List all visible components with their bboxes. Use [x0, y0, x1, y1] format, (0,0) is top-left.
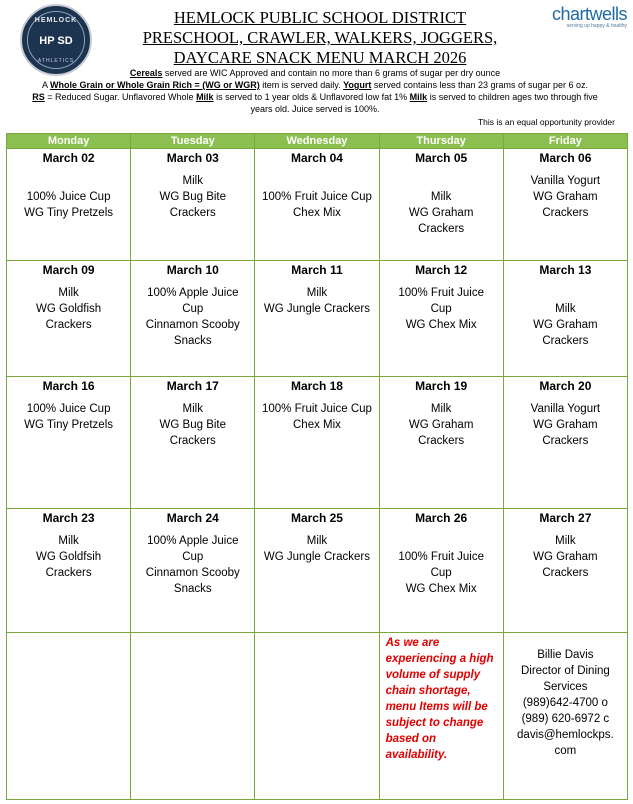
day-date: March 10 — [166, 263, 219, 277]
snack-menu-table — [6, 133, 628, 800]
day-date: March 11 — [291, 263, 343, 277]
footer-row — [7, 633, 628, 800]
day-header-thursday: Thursday — [379, 134, 503, 149]
empty-cell — [7, 633, 131, 800]
menu-item: 100% Fruit Juice Cup — [261, 191, 372, 203]
contact-line: Billie Davis — [537, 649, 594, 661]
menu-item: WG Goldfsih — [36, 551, 102, 563]
page-title — [110, 8, 530, 68]
note-text: served are WIC Approved and contain no more than 6 grams of sugar per dry ounce — [162, 68, 501, 78]
day-date: March 12 — [415, 263, 468, 277]
supply-chain-notice: As we are experiencing a high volume of supply chain shortage, menu Items will be subject to change based on availability. — [379, 633, 503, 800]
menu-item: Milk — [182, 175, 203, 187]
menu-notes — [20, 67, 610, 115]
brand-name: chartwells — [551, 4, 627, 24]
menu-item: Cup — [430, 303, 452, 315]
day-cell — [255, 149, 379, 261]
menu-item: Milk — [58, 287, 79, 299]
contact-line: Director of Dining — [520, 665, 610, 677]
day-cell — [7, 377, 131, 509]
day-date: March 16 — [42, 379, 95, 393]
note-key: Milk — [409, 92, 428, 102]
day-header-wednesday: Wednesday — [255, 134, 379, 149]
day-cell — [503, 149, 627, 261]
menu-item: Chex Mix — [293, 207, 341, 219]
menu-item: Milk — [555, 303, 576, 315]
menu-item: WG Bug Bite — [159, 419, 227, 431]
day-date: March 26 — [415, 511, 468, 525]
menu-item: WG Graham — [533, 419, 598, 431]
logo-initials: HP SD — [39, 35, 73, 47]
menu-item: 100% Fruit Juice Cup — [261, 403, 372, 415]
menu-item: Milk — [430, 191, 452, 203]
menu-item: Crackers — [542, 435, 589, 447]
note-key: Whole Grain or Whole Grain Rich = (WG or WGR) — [49, 80, 260, 90]
menu-item: WG Graham — [533, 319, 598, 331]
menu-item: WG Goldfish — [36, 303, 102, 315]
menu-item: Milk — [555, 535, 576, 547]
note-milk — [20, 91, 610, 115]
day-date: March 02 — [42, 151, 95, 165]
brand-tagline: serving up happy & healthy — [566, 23, 627, 29]
menu-item — [9, 173, 128, 189]
menu-item: 100% Fruit Juice — [398, 551, 484, 563]
day-date: March 05 — [415, 151, 468, 165]
day-cell — [255, 261, 379, 377]
empty-cell — [131, 633, 255, 800]
day-date: March 04 — [290, 151, 343, 165]
note-text: served contains less than 23 grams of sugar per 6 oz. — [371, 80, 589, 90]
contact-phone-office: (989)642-4700 o — [522, 697, 608, 709]
day-date: March 24 — [166, 511, 219, 525]
note-key: Milk — [196, 92, 214, 102]
day-cell — [503, 509, 627, 633]
contact-info — [503, 633, 627, 800]
menu-item — [382, 173, 501, 189]
menu-item: WG Chex Mix — [405, 319, 477, 331]
note-text: = Reduced Sugar. Unflavored Whole — [44, 92, 197, 102]
day-date: March 23 — [42, 511, 95, 525]
menu-item: Crackers — [169, 435, 216, 447]
day-date: March 17 — [166, 379, 219, 393]
menu-item: Milk — [306, 535, 328, 547]
menu-item: Milk — [58, 535, 79, 547]
day-cell — [503, 377, 627, 509]
day-date: March 03 — [166, 151, 219, 165]
day-header-tuesday: Tuesday — [131, 134, 255, 149]
menu-item: Crackers — [542, 567, 589, 579]
day-cell — [131, 149, 255, 261]
menu-item: Crackers — [542, 207, 589, 219]
menu-item: WG Tiny Pretzels — [24, 419, 113, 431]
day-date: March 25 — [290, 511, 343, 525]
day-date: March 13 — [539, 263, 592, 277]
note-text: A — [41, 80, 50, 90]
day-date: March 27 — [539, 511, 592, 525]
day-cell — [7, 149, 131, 261]
menu-item: Crackers — [45, 319, 92, 331]
day-cell — [7, 261, 131, 377]
menu-item: WG Graham — [533, 191, 598, 203]
title-line-1: HEMLOCK PUBLIC SCHOOL DISTRICT — [173, 8, 467, 27]
menu-item: Snacks — [173, 583, 212, 595]
menu-item: WG Jungle Crackers — [263, 303, 371, 315]
menu-item: WG Chex Mix — [405, 583, 477, 595]
menu-item: Crackers — [169, 207, 216, 219]
menu-item — [382, 533, 501, 549]
note-text: is served to children ages two through five years old. Juice served is 100%. — [250, 92, 598, 114]
menu-item: 100% Juice Cup — [26, 403, 111, 415]
note-key: RS — [32, 92, 45, 102]
day-cell — [255, 509, 379, 633]
menu-item: WG Jungle Crackers — [263, 551, 371, 563]
menu-item: Milk — [182, 403, 203, 415]
menu-item: 100% Apple Juice — [147, 287, 239, 299]
contact-email-cont: com — [554, 745, 577, 757]
menu-item: Vanilla Yogurt — [530, 175, 601, 187]
district-logo — [20, 4, 92, 76]
menu-item: WG Graham — [533, 551, 598, 563]
menu-item: Crackers — [418, 435, 465, 447]
menu-item: WG Bug Bite — [159, 191, 227, 203]
week-row — [7, 261, 628, 377]
day-cell — [131, 509, 255, 633]
day-cell — [503, 261, 627, 377]
menu-item: Crackers — [542, 335, 589, 347]
menu-item: Milk — [430, 403, 452, 415]
day-header-friday: Friday — [503, 134, 627, 149]
title-line-2: PRESCHOOL, CRAWLER, WALKERS, JOGGERS, — [142, 28, 498, 47]
contact-line: Services — [543, 681, 588, 693]
note-text: is served to 1 year olds & Unflavored low fat 1% — [213, 92, 410, 102]
menu-item: Crackers — [45, 567, 92, 579]
empty-cell — [255, 633, 379, 800]
day-date: March 06 — [539, 151, 592, 165]
logo-bottom-text: ATHLETICS — [37, 58, 75, 64]
menu-item: 100% Apple Juice — [147, 535, 239, 547]
contact-email: davis@hemlockps. — [517, 729, 614, 741]
day-cell — [379, 509, 503, 633]
day-cell — [379, 149, 503, 261]
note-text: item is served daily. — [259, 80, 344, 90]
menu-item: Crackers — [418, 223, 465, 235]
menu-item: Chex Mix — [293, 419, 341, 431]
note-key: Cereals — [129, 68, 163, 78]
week-row — [7, 509, 628, 633]
menu-item: Cinnamon Scooby — [145, 319, 240, 331]
menu-item — [506, 285, 625, 301]
menu-item — [257, 173, 376, 189]
menu-item: WG Graham — [408, 419, 474, 431]
day-cell — [379, 261, 503, 377]
equal-opportunity-note: This is an equal opportunity provider — [477, 117, 615, 127]
menu-item: Cup — [430, 567, 452, 579]
title-line-3: DAYCARE SNACK MENU MARCH 2026 — [173, 48, 467, 67]
menu-item: Cinnamon Scooby — [145, 567, 240, 579]
day-date: March 09 — [42, 263, 95, 277]
contact-phone-cell: (989) 620-6972 c — [521, 713, 610, 725]
chartwells-logo — [547, 4, 627, 29]
menu-item: WG Graham — [408, 207, 474, 219]
menu-item: Cup — [182, 551, 204, 563]
menu-item: Snacks — [173, 335, 212, 347]
note-cereals — [20, 67, 610, 79]
day-header-monday: Monday — [7, 134, 131, 149]
menu-item: 100% Juice Cup — [26, 191, 111, 203]
day-cell — [131, 377, 255, 509]
menu-item: 100% Fruit Juice — [398, 287, 484, 299]
day-header-row — [7, 134, 628, 149]
day-cell — [255, 377, 379, 509]
week-row — [7, 377, 628, 509]
day-date: March 20 — [539, 379, 592, 393]
day-cell — [379, 377, 503, 509]
menu-item: Milk — [306, 287, 328, 299]
note-whole-grain — [20, 79, 610, 91]
day-date: March 19 — [415, 379, 468, 393]
day-date: March 18 — [290, 379, 343, 393]
week-row — [7, 149, 628, 261]
menu-item: Vanilla Yogurt — [530, 403, 601, 415]
day-cell — [7, 509, 131, 633]
logo-top-text: HEMLOCK — [34, 17, 78, 24]
note-key: Yogurt — [343, 80, 372, 90]
menu-item: Cup — [182, 303, 204, 315]
day-cell — [131, 261, 255, 377]
menu-item: WG Tiny Pretzels — [24, 207, 113, 219]
